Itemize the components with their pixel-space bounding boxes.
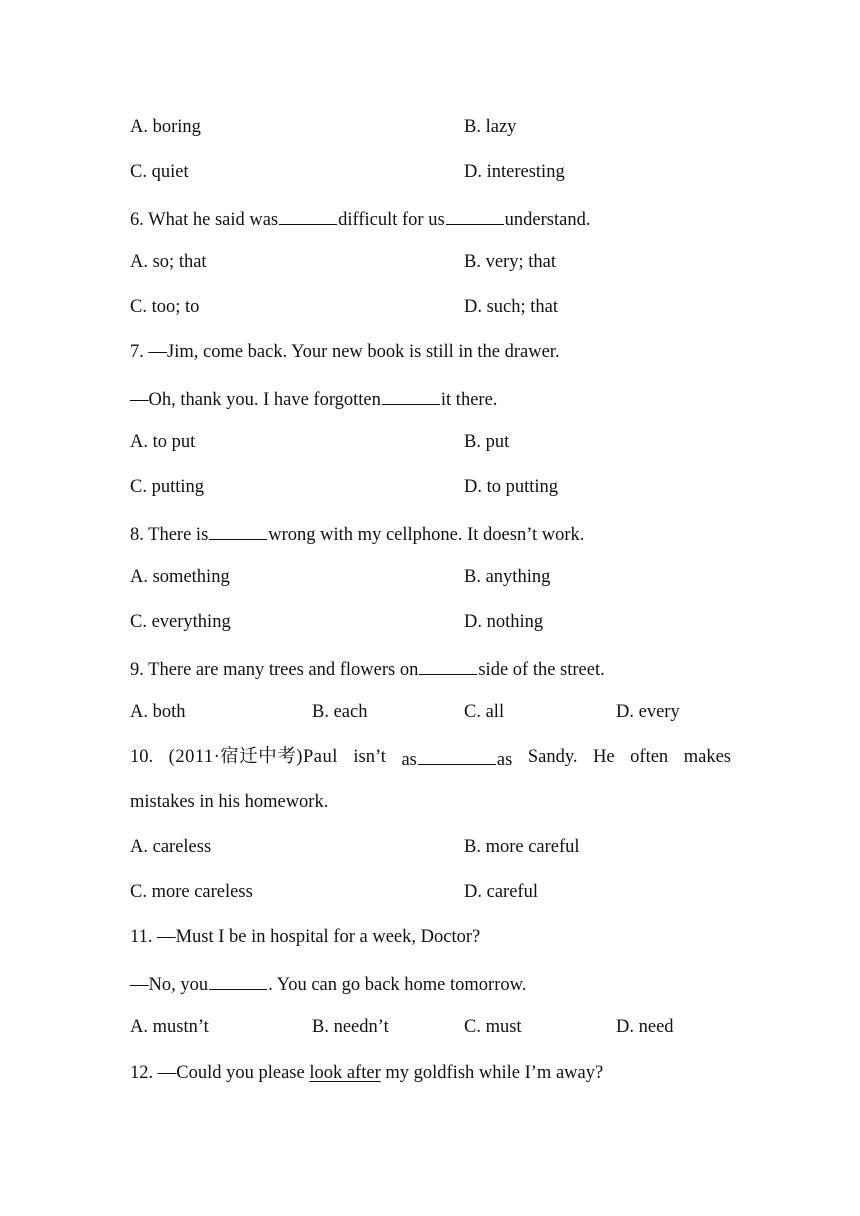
q9-prefix: 9. There are many trees and flowers on xyxy=(130,660,419,680)
q10-word: as xyxy=(496,750,513,770)
q12-underlined-phrase: look after xyxy=(309,1063,381,1083)
q7-option-a: A. to put xyxy=(130,432,196,452)
q5-option-b: B. lazy xyxy=(464,117,517,137)
q8-option-a: A. something xyxy=(130,567,230,587)
q12-stem xyxy=(130,1062,603,1084)
q6-stem xyxy=(130,206,590,231)
answer-blank xyxy=(209,971,267,990)
q11-option-c: C. must xyxy=(464,1017,522,1037)
q6-option-c: C. too; to xyxy=(130,297,200,317)
q10-option-c: C. more careless xyxy=(130,882,253,902)
q9-option-c: C. all xyxy=(464,702,505,722)
q11-line2-prefix: —No, you xyxy=(130,975,209,995)
q11-line2-suffix: . You can go back home tomorrow. xyxy=(268,975,527,995)
q9-option-d: D. every xyxy=(616,702,680,722)
q8-prefix: 8. There is xyxy=(130,525,209,545)
q10-word: makes xyxy=(683,747,731,767)
q6-option-d: D. such; that xyxy=(464,297,559,317)
q8-option-b: B. anything xyxy=(464,567,551,587)
q10-option-b: B. more careful xyxy=(464,837,580,857)
q6-mid: difficult for us xyxy=(338,210,445,230)
q10-stem-line1 xyxy=(130,746,731,771)
q6-suffix: understand. xyxy=(504,210,591,230)
q10-stem-line2: mistakes in his homework. xyxy=(130,792,329,812)
q8-stem xyxy=(130,521,584,546)
q11-stem-line1: 11. —Must I be in hospital for a week, Doctor? xyxy=(130,927,481,947)
q10-option-d: D. careful xyxy=(464,882,538,902)
q10-word: often xyxy=(630,747,669,767)
q10-as-blank-as xyxy=(401,746,512,771)
q7-option-b: B. put xyxy=(464,432,510,452)
q11-option-a: A. mustn’t xyxy=(130,1017,209,1037)
q12-suffix: my goldfish while I’m away? xyxy=(380,1063,604,1083)
q6-option-a: A. so; that xyxy=(130,252,207,272)
answer-blank xyxy=(279,206,337,225)
q8-option-c: C. everything xyxy=(130,612,231,632)
answer-blank xyxy=(209,521,267,540)
q9-option-b: B. each xyxy=(312,702,368,722)
q10-word: isn’t xyxy=(353,747,386,767)
answer-blank xyxy=(382,386,440,405)
answer-blank xyxy=(446,206,504,225)
q7-option-c: C. putting xyxy=(130,477,205,497)
q12-prefix: 12. —Could you please xyxy=(130,1063,310,1083)
q7-option-d: D. to putting xyxy=(464,477,559,497)
q10-word: He xyxy=(593,747,615,767)
q7-line2-prefix: —Oh, thank you. I have forgotten xyxy=(130,390,381,410)
q8-option-d: D. nothing xyxy=(464,612,544,632)
q10-word: (2011·宿迁中考)Paul xyxy=(168,747,338,767)
q6-option-b: B. very; that xyxy=(464,252,556,272)
q10-word: Sandy. xyxy=(527,747,578,767)
q11-option-d: D. need xyxy=(616,1017,674,1037)
q5-option-a: A. boring xyxy=(130,117,201,137)
q6-prefix: 6. What he said was xyxy=(130,210,279,230)
q11-stem-line2 xyxy=(130,971,526,996)
q5-option-c: C. quiet xyxy=(130,162,189,182)
q9-option-a: A. both xyxy=(130,702,186,722)
q9-suffix: side of the street. xyxy=(478,660,605,680)
q10-option-a: A. careless xyxy=(130,837,212,857)
q7-stem-line2 xyxy=(130,386,497,411)
answer-blank xyxy=(419,656,477,675)
q5-option-d: D. interesting xyxy=(464,162,565,182)
q7-stem-line1: 7. —Jim, come back. Your new book is still in the drawer. xyxy=(130,342,560,362)
q9-stem xyxy=(130,656,605,681)
q7-line2-suffix: it there. xyxy=(440,390,498,410)
q8-suffix: wrong with my cellphone. It doesn’t work. xyxy=(268,525,585,545)
q11-option-b: B. needn’t xyxy=(312,1017,389,1037)
q10-word: as xyxy=(401,750,417,770)
q10-word: 10. xyxy=(130,747,154,767)
answer-blank xyxy=(418,746,496,765)
